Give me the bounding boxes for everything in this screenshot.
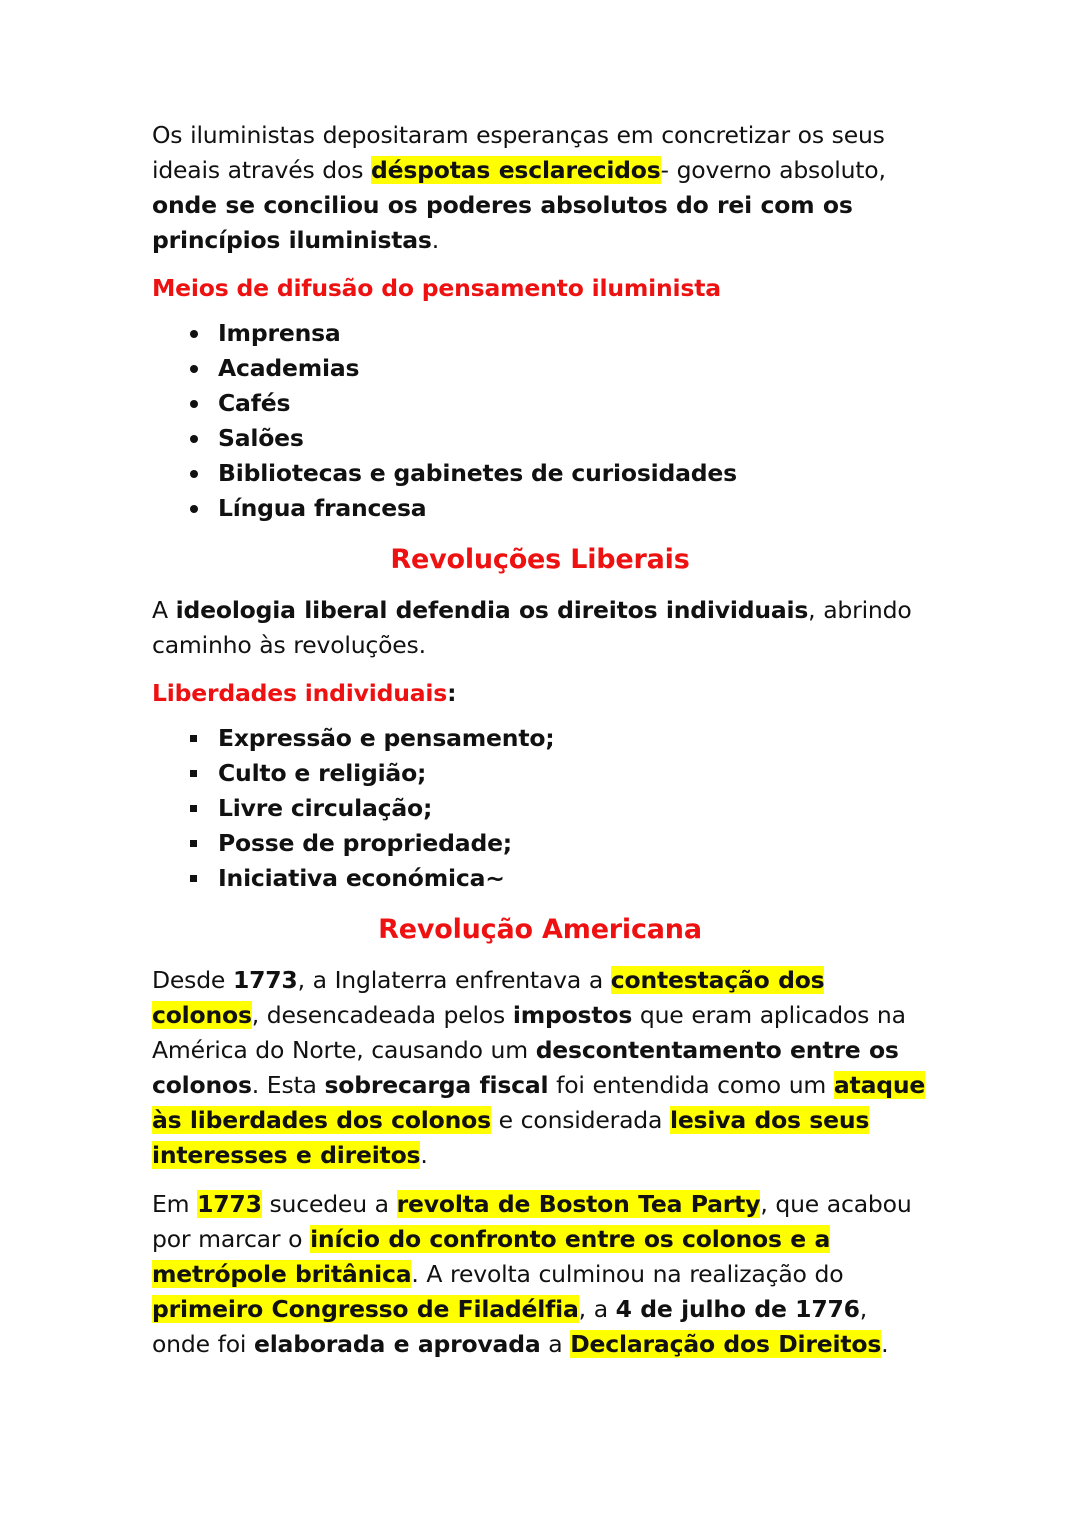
list-item-label: Culto e religião; [218, 759, 427, 787]
text-segment: foi entendida como um [548, 1071, 834, 1099]
text-segment: . Esta [251, 1071, 325, 1099]
bold-elaborada-aprovada: elaborada e aprovada [253, 1330, 541, 1358]
text-segment: , desencadeada pelos [251, 1001, 513, 1029]
list-item [152, 791, 928, 825]
text-segment: . A revolta culminou na realização do [411, 1260, 844, 1288]
bold-sobrecarga-fiscal: sobrecarga fiscal [324, 1071, 549, 1099]
list-item [152, 826, 928, 860]
list-item [152, 861, 928, 895]
list-item-label: Língua francesa [218, 494, 427, 522]
text-segment: , onde foi [152, 1295, 868, 1358]
paragraph-ideologia-liberal [152, 593, 928, 663]
list-item-label: Bibliotecas e gabinetes de curiosidades [218, 459, 737, 487]
bold-segment: onde se conciliou os poderes absolutos do rei com os princípios iluministas [152, 191, 853, 254]
document-content [152, 118, 928, 1376]
list-item [152, 316, 928, 350]
list-item [152, 351, 928, 385]
highlight-inicio-confronto: início do confronto entre os colonos e a metrópole britânica [152, 1225, 831, 1288]
text-segment: sucedeu a [261, 1190, 397, 1218]
list-item [152, 756, 928, 790]
text-segment: Em [152, 1190, 198, 1218]
highlight-contestacao-dos-colonos: contestação dos colonos [152, 966, 825, 1029]
heading-label: Liberdades individuais [152, 679, 448, 707]
highlight-congresso-filadelfia: primeiro Congresso de Filadélfia [152, 1295, 579, 1323]
bold-impostos: impostos [512, 1001, 633, 1029]
heading-label: Revoluções Liberais [390, 544, 690, 575]
list-meios-difusao [152, 316, 928, 525]
heading-liberdades-individuais [152, 677, 928, 709]
paragraph-boston-tea-party [152, 1187, 928, 1362]
text-segment: - governo absoluto, [660, 156, 886, 184]
highlight-declaracao-direitos: Declaração dos Direitos [570, 1330, 882, 1358]
list-item-label: Iniciativa económica~ [218, 864, 505, 892]
list-item-label: Expressão e pensamento; [218, 724, 555, 752]
text-segment: A [152, 596, 176, 624]
bold-year-1773: 1773 [232, 966, 298, 994]
heading-revolucao-americana [152, 911, 928, 949]
list-item-label: Academias [218, 354, 360, 382]
bold-segment: ideologia liberal defendia os direitos individuais [175, 596, 809, 624]
list-liberdades-individuais [152, 721, 928, 895]
text-segment: , abrindo caminho às revoluções. [152, 596, 912, 659]
text-segment: , que acabou por marcar o [152, 1190, 912, 1253]
text-segment: . [881, 1330, 889, 1358]
list-item-label: Posse de propriedade; [218, 829, 513, 857]
heading-colon: : [447, 679, 457, 707]
text-segment: . [431, 226, 439, 254]
highlight-revolta-boston-tea-party: revolta de Boston Tea Party [396, 1190, 761, 1218]
text-segment: . [420, 1141, 428, 1169]
list-item [152, 491, 928, 525]
heading-revolucoes-liberais [152, 541, 928, 579]
paragraph-iluministas [152, 118, 928, 258]
list-item-label: Salões [218, 424, 304, 452]
list-item-label: Imprensa [218, 319, 341, 347]
text-segment: e considerada [490, 1106, 670, 1134]
list-item [152, 386, 928, 420]
highlight-year-1773: 1773 [197, 1190, 262, 1218]
bold-descontentamento: descontentamento entre os colonos [152, 1036, 899, 1099]
paragraph-contestacao-colonos [152, 963, 928, 1173]
text-segment: que eram aplicados na América do Norte, causando um [152, 1001, 906, 1064]
text-segment: , a Inglaterra enfrentava a [297, 966, 611, 994]
list-item-label: Cafés [218, 389, 291, 417]
heading-label: Revolução Americana [378, 914, 702, 945]
heading-label: Meios de difusão do pensamento iluminista [152, 274, 721, 302]
heading-meios-difusao [152, 272, 928, 304]
text-segment: , a [578, 1295, 616, 1323]
highlight-lesiva-interesses: lesiva dos seus interesses e direitos [152, 1106, 870, 1169]
list-item [152, 421, 928, 455]
highlight-despotas-esclarecidos: déspotas esclarecidos [371, 156, 661, 184]
bold-data-4-julho-1776: 4 de julho de 1776 [615, 1295, 860, 1323]
text-segment: a [540, 1330, 571, 1358]
highlight-ataque-liberdades: ataque às liberdades dos colonos [152, 1071, 926, 1134]
text-segment: Os iluministas depositaram esperanças em concretizar os seus ideais através dos [152, 121, 885, 184]
text-segment: Desde [152, 966, 233, 994]
list-item [152, 721, 928, 755]
list-item-label: Livre circulação; [218, 794, 433, 822]
list-item [152, 456, 928, 490]
